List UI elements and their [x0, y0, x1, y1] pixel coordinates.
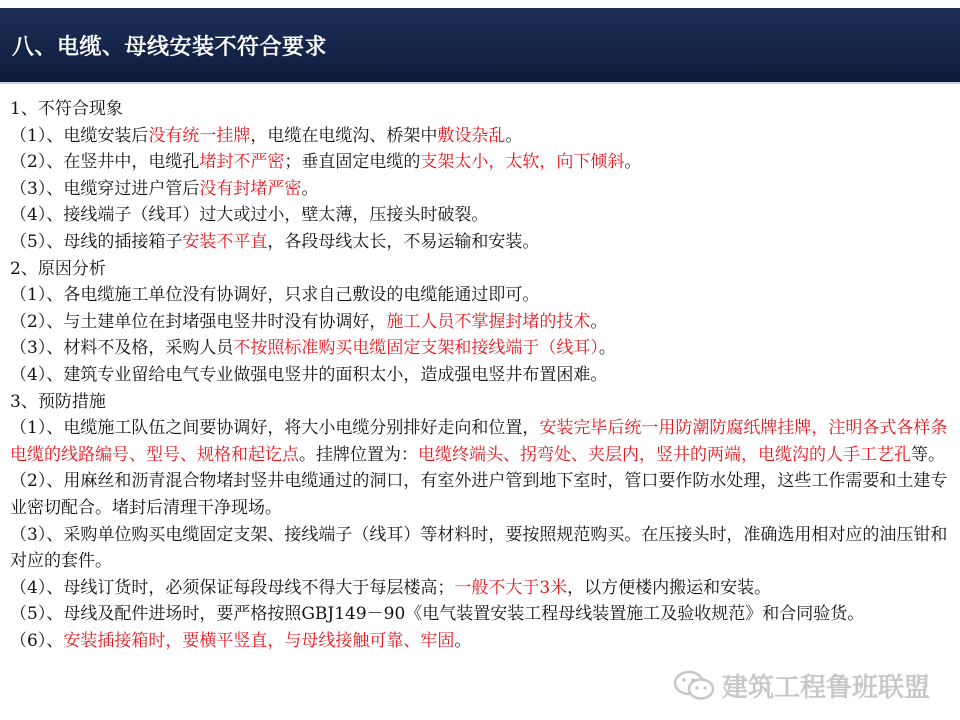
- section-heading-phenomena: 1、不符合现象: [10, 99, 123, 119]
- cause-item-4: （4）、建筑专业留给电气专业做强电竖井的面积太小，造成强电竖井布置困难。: [10, 364, 608, 385]
- prevention-item-1: （1）、电缆施工队伍之间要协调好，将大小电缆分别排好走向和位置，安装完毕后统一用防潮防腐纸牌挂牌，注明各式各样条电缆的线路编号、型号、规格和起讫点。挂牌位置为：电缆终端头、拐弯处、夹层内，竖井的两端，电缆沟的人手工艺孔等。: [10, 418, 948, 465]
- phenomenon-item-2: （2）、在竖井中，电缆孔堵封不严密；垂直固定电缆的支架太小，太软，向下倾斜。: [10, 152, 642, 173]
- watermark-text: 建筑工程鲁班联盟: [721, 673, 930, 703]
- title-bar: [0, 8, 960, 82]
- prevention-item-3: （3）、采购单位购买电缆固定支架、接线端子（线耳）等材料时，要按照规范购买。在压接头时，准确选用相对应的油压钳和对应的套件。: [10, 524, 948, 572]
- phenomenon-item-1: （1）、电缆安装后没有统一挂牌，电缆在电缆沟、桥架中敷设杂乱。: [10, 125, 523, 146]
- section-heading-causes: 2、原因分析: [10, 258, 106, 279]
- section-heading-prevention: 3、预防措施: [10, 391, 106, 412]
- phenomenon-item-3: （3）、电缆穿过进户管后没有封堵严密。: [10, 178, 319, 199]
- page-title: 八、电缆、母线安装不符合要求: [12, 33, 328, 60]
- prevention-item-5: （5）、母线及配件进场时，要严格按照GBJ149－90《电气装置安装工程母线装置施工及验收规范》和合同验货。: [10, 604, 865, 625]
- cause-item-1: （1）、各电缆施工单位没有协调好，只求自己敷设的电缆能通过即可。: [10, 285, 540, 306]
- title-divider: [0, 82, 960, 84]
- prevention-item-4: （4）、母线订货时，必须保证每段母线不得大于每层楼高；一般不大于3米，以方便楼内搬运和安装。: [10, 577, 772, 598]
- phenomenon-item-4: （4）、接线端子（线耳）过大或过小，壁太薄，压接头时破裂。: [10, 205, 489, 226]
- cause-item-3: （3）、材料不及格，采购人员不按照标准购买电缆固定支架和接线端于（线耳）。: [10, 338, 616, 359]
- phenomenon-item-5: （5）、母线的插接箱子安装不平直，各段母线太长，不易运输和安装。: [10, 231, 540, 252]
- watermark: [672, 667, 930, 704]
- wechat-icon: [672, 668, 716, 704]
- prevention-item-6: （6）、安装插接箱时，要横平竖直，与母线接触可靠、牢固。: [10, 630, 472, 651]
- cause-item-2: （2）、与土建单位在封堵强电竖井时没有协调好，施工人员不掌握封堵的技术。: [10, 311, 608, 332]
- document-body: [10, 96, 955, 654]
- prevention-item-2: （2）、用麻丝和沥青混合物堵封竖井电缆通过的洞口，有室外进户管到地下室时，管口要作防水处理，这些工作需要和土建专业密切配合。堵封后清理干净现场。: [10, 471, 948, 518]
